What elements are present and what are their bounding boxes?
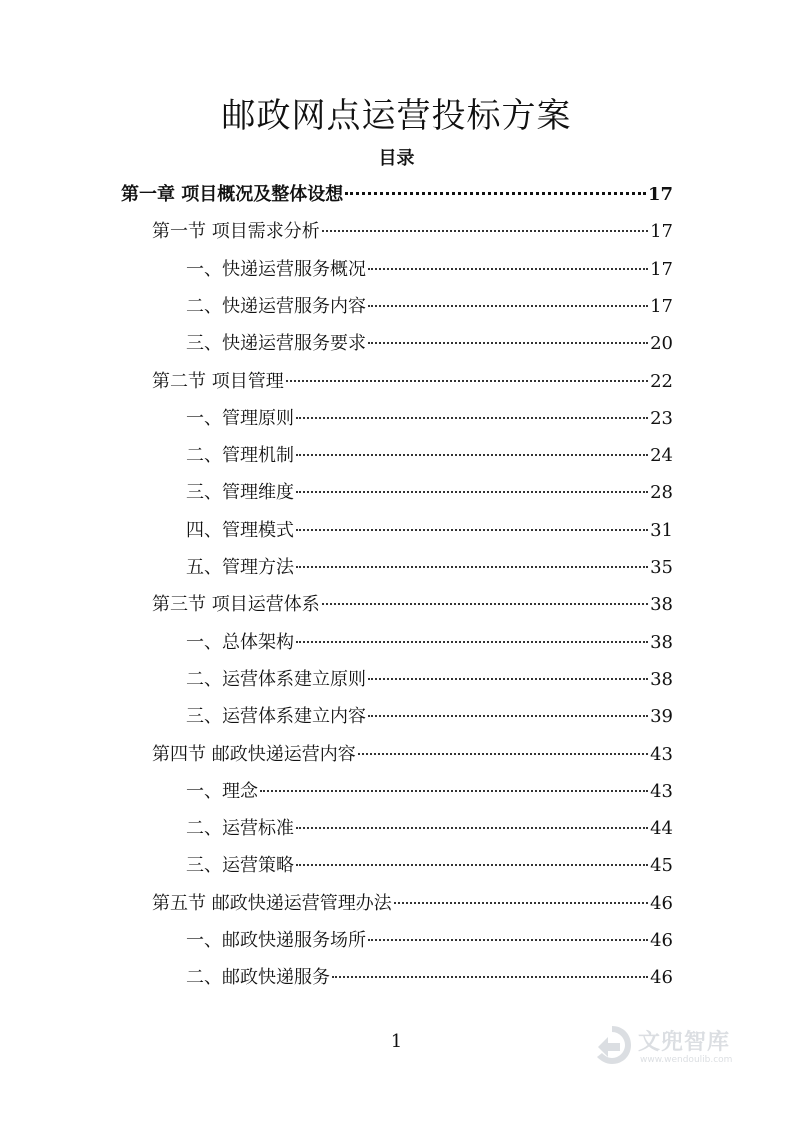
toc-entry-label: 五、管理方法 bbox=[186, 557, 294, 578]
toc-entry-page: 17 bbox=[647, 184, 673, 205]
toc-dot-leader bbox=[296, 491, 648, 493]
brand-logo-icon bbox=[590, 1023, 634, 1067]
toc-entry[interactable] bbox=[186, 661, 673, 698]
watermark bbox=[584, 1017, 754, 1077]
toc-entry-label: 二、快递运营服务内容 bbox=[186, 295, 366, 317]
toc-entry-page: 43 bbox=[650, 780, 673, 802]
toc-entry-label: 第五节 邮政快递运营管理办法 bbox=[152, 892, 392, 914]
toc-entry-page: 35 bbox=[650, 557, 673, 578]
toc-entry-label: 一、邮政快递服务场所 bbox=[186, 930, 366, 951]
toc-dot-leader bbox=[296, 641, 648, 643]
toc-dot-leader bbox=[296, 529, 648, 531]
toc-dot-leader bbox=[368, 678, 648, 680]
toc-entry[interactable] bbox=[186, 288, 673, 325]
toc-entry-page: 38 bbox=[650, 668, 673, 690]
toc-entry[interactable] bbox=[152, 586, 673, 623]
toc-entry-page: 31 bbox=[650, 519, 673, 541]
toc-entry[interactable] bbox=[152, 213, 673, 250]
toc-entry-label: 三、运营策略 bbox=[186, 855, 294, 877]
document-title: 邮政网点运营投标方案 bbox=[221, 96, 572, 136]
toc-entry[interactable] bbox=[186, 959, 673, 996]
toc-entry-label: 三、快递运营服务要求 bbox=[186, 333, 366, 355]
toc-dot-leader bbox=[322, 603, 648, 605]
toc-entry[interactable] bbox=[186, 698, 673, 735]
toc-entry-label: 第四节 邮政快递运营内容 bbox=[152, 743, 356, 765]
toc-dot-leader bbox=[260, 790, 648, 792]
toc-entry[interactable] bbox=[186, 325, 673, 362]
toc-dot-leader bbox=[394, 902, 648, 904]
toc-entry[interactable] bbox=[152, 363, 673, 400]
toc-entry-page: 28 bbox=[650, 482, 673, 504]
toc-entry-page: 22 bbox=[650, 370, 673, 392]
toc-entry-label: 四、管理模式 bbox=[186, 519, 294, 541]
toc-entry-page: 46 bbox=[650, 930, 673, 951]
toc-entry-label: 二、运营体系建立原则 bbox=[186, 668, 366, 690]
toc-entry[interactable] bbox=[186, 512, 673, 549]
toc-dot-leader bbox=[368, 939, 648, 941]
toc-entry-label: 三、运营体系建立内容 bbox=[186, 706, 366, 728]
toc-entry-page: 43 bbox=[650, 743, 673, 765]
page-number: 1 bbox=[390, 1031, 403, 1052]
toc-entry[interactable] bbox=[186, 251, 673, 288]
toc-dot-leader bbox=[368, 305, 648, 307]
toc-entry-label: 一、总体架构 bbox=[186, 631, 294, 653]
toc-entry[interactable] bbox=[186, 847, 673, 884]
toc-dot-leader bbox=[296, 864, 648, 866]
toc-entry-page: 17 bbox=[650, 295, 673, 317]
toc-entry-page: 44 bbox=[650, 818, 673, 840]
toc-entry-page: 46 bbox=[650, 967, 673, 989]
toc-dot-leader bbox=[322, 230, 648, 232]
toc-entry-label: 第二节 项目管理 bbox=[152, 370, 284, 392]
toc-entry-label: 二、管理机制 bbox=[186, 445, 294, 467]
toc-entry[interactable] bbox=[152, 736, 673, 773]
toc-dot-leader bbox=[296, 454, 648, 456]
watermark-url: www.wendoulib.com bbox=[640, 1055, 733, 1065]
toc-entry[interactable] bbox=[186, 773, 673, 810]
toc-entry-page: 23 bbox=[650, 407, 673, 429]
toc-entry-page: 38 bbox=[650, 631, 673, 653]
toc-entry[interactable] bbox=[186, 437, 673, 474]
toc-entry-page: 24 bbox=[650, 445, 673, 467]
toc-entry-page: 46 bbox=[650, 892, 673, 914]
toc-entry-page: 17 bbox=[650, 258, 673, 280]
toc-entry-label: 一、理念 bbox=[186, 780, 258, 802]
toc-entry-label: 一、管理原则 bbox=[186, 407, 294, 429]
toc-entry-label: 一、快递运营服务概况 bbox=[186, 258, 366, 280]
toc-dot-leader bbox=[368, 715, 648, 717]
toc-entry-label: 第一章 项目概况及整体设想 bbox=[121, 184, 344, 205]
toc-heading: 目录 bbox=[378, 148, 415, 169]
toc-entry-label: 二、邮政快递服务 bbox=[186, 967, 330, 989]
toc-dot-leader bbox=[286, 380, 648, 382]
toc-entry-label: 第一节 项目需求分析 bbox=[152, 221, 320, 243]
toc-entry[interactable] bbox=[186, 400, 673, 437]
toc-dot-leader bbox=[358, 753, 648, 755]
toc-entry-page: 17 bbox=[650, 221, 673, 243]
toc-entry[interactable] bbox=[121, 176, 673, 213]
toc-entry[interactable] bbox=[186, 922, 673, 959]
toc-dot-leader bbox=[296, 827, 648, 829]
toc-entry[interactable] bbox=[186, 624, 673, 661]
toc-entry-label: 三、管理维度 bbox=[186, 482, 294, 504]
toc-dot-leader bbox=[368, 268, 648, 270]
watermark-brand: 文兜智库 bbox=[638, 1030, 731, 1055]
toc-entry-label: 二、运营标准 bbox=[186, 818, 294, 840]
toc-entry[interactable] bbox=[186, 549, 673, 586]
toc-entry[interactable] bbox=[186, 474, 673, 511]
toc-dot-leader bbox=[296, 417, 648, 419]
toc-entry-page: 39 bbox=[650, 706, 673, 728]
toc-dot-leader bbox=[345, 192, 646, 195]
toc-entry-page: 45 bbox=[650, 855, 673, 877]
toc-entry-page: 20 bbox=[650, 333, 673, 355]
toc-entry-page: 38 bbox=[650, 594, 673, 616]
toc-entry-label: 第三节 项目运营体系 bbox=[152, 594, 320, 616]
toc-entry[interactable] bbox=[186, 810, 673, 847]
toc-dot-leader bbox=[332, 976, 648, 978]
toc-dot-leader bbox=[296, 566, 648, 568]
toc-entry[interactable] bbox=[152, 885, 673, 922]
toc-dot-leader bbox=[368, 342, 648, 344]
